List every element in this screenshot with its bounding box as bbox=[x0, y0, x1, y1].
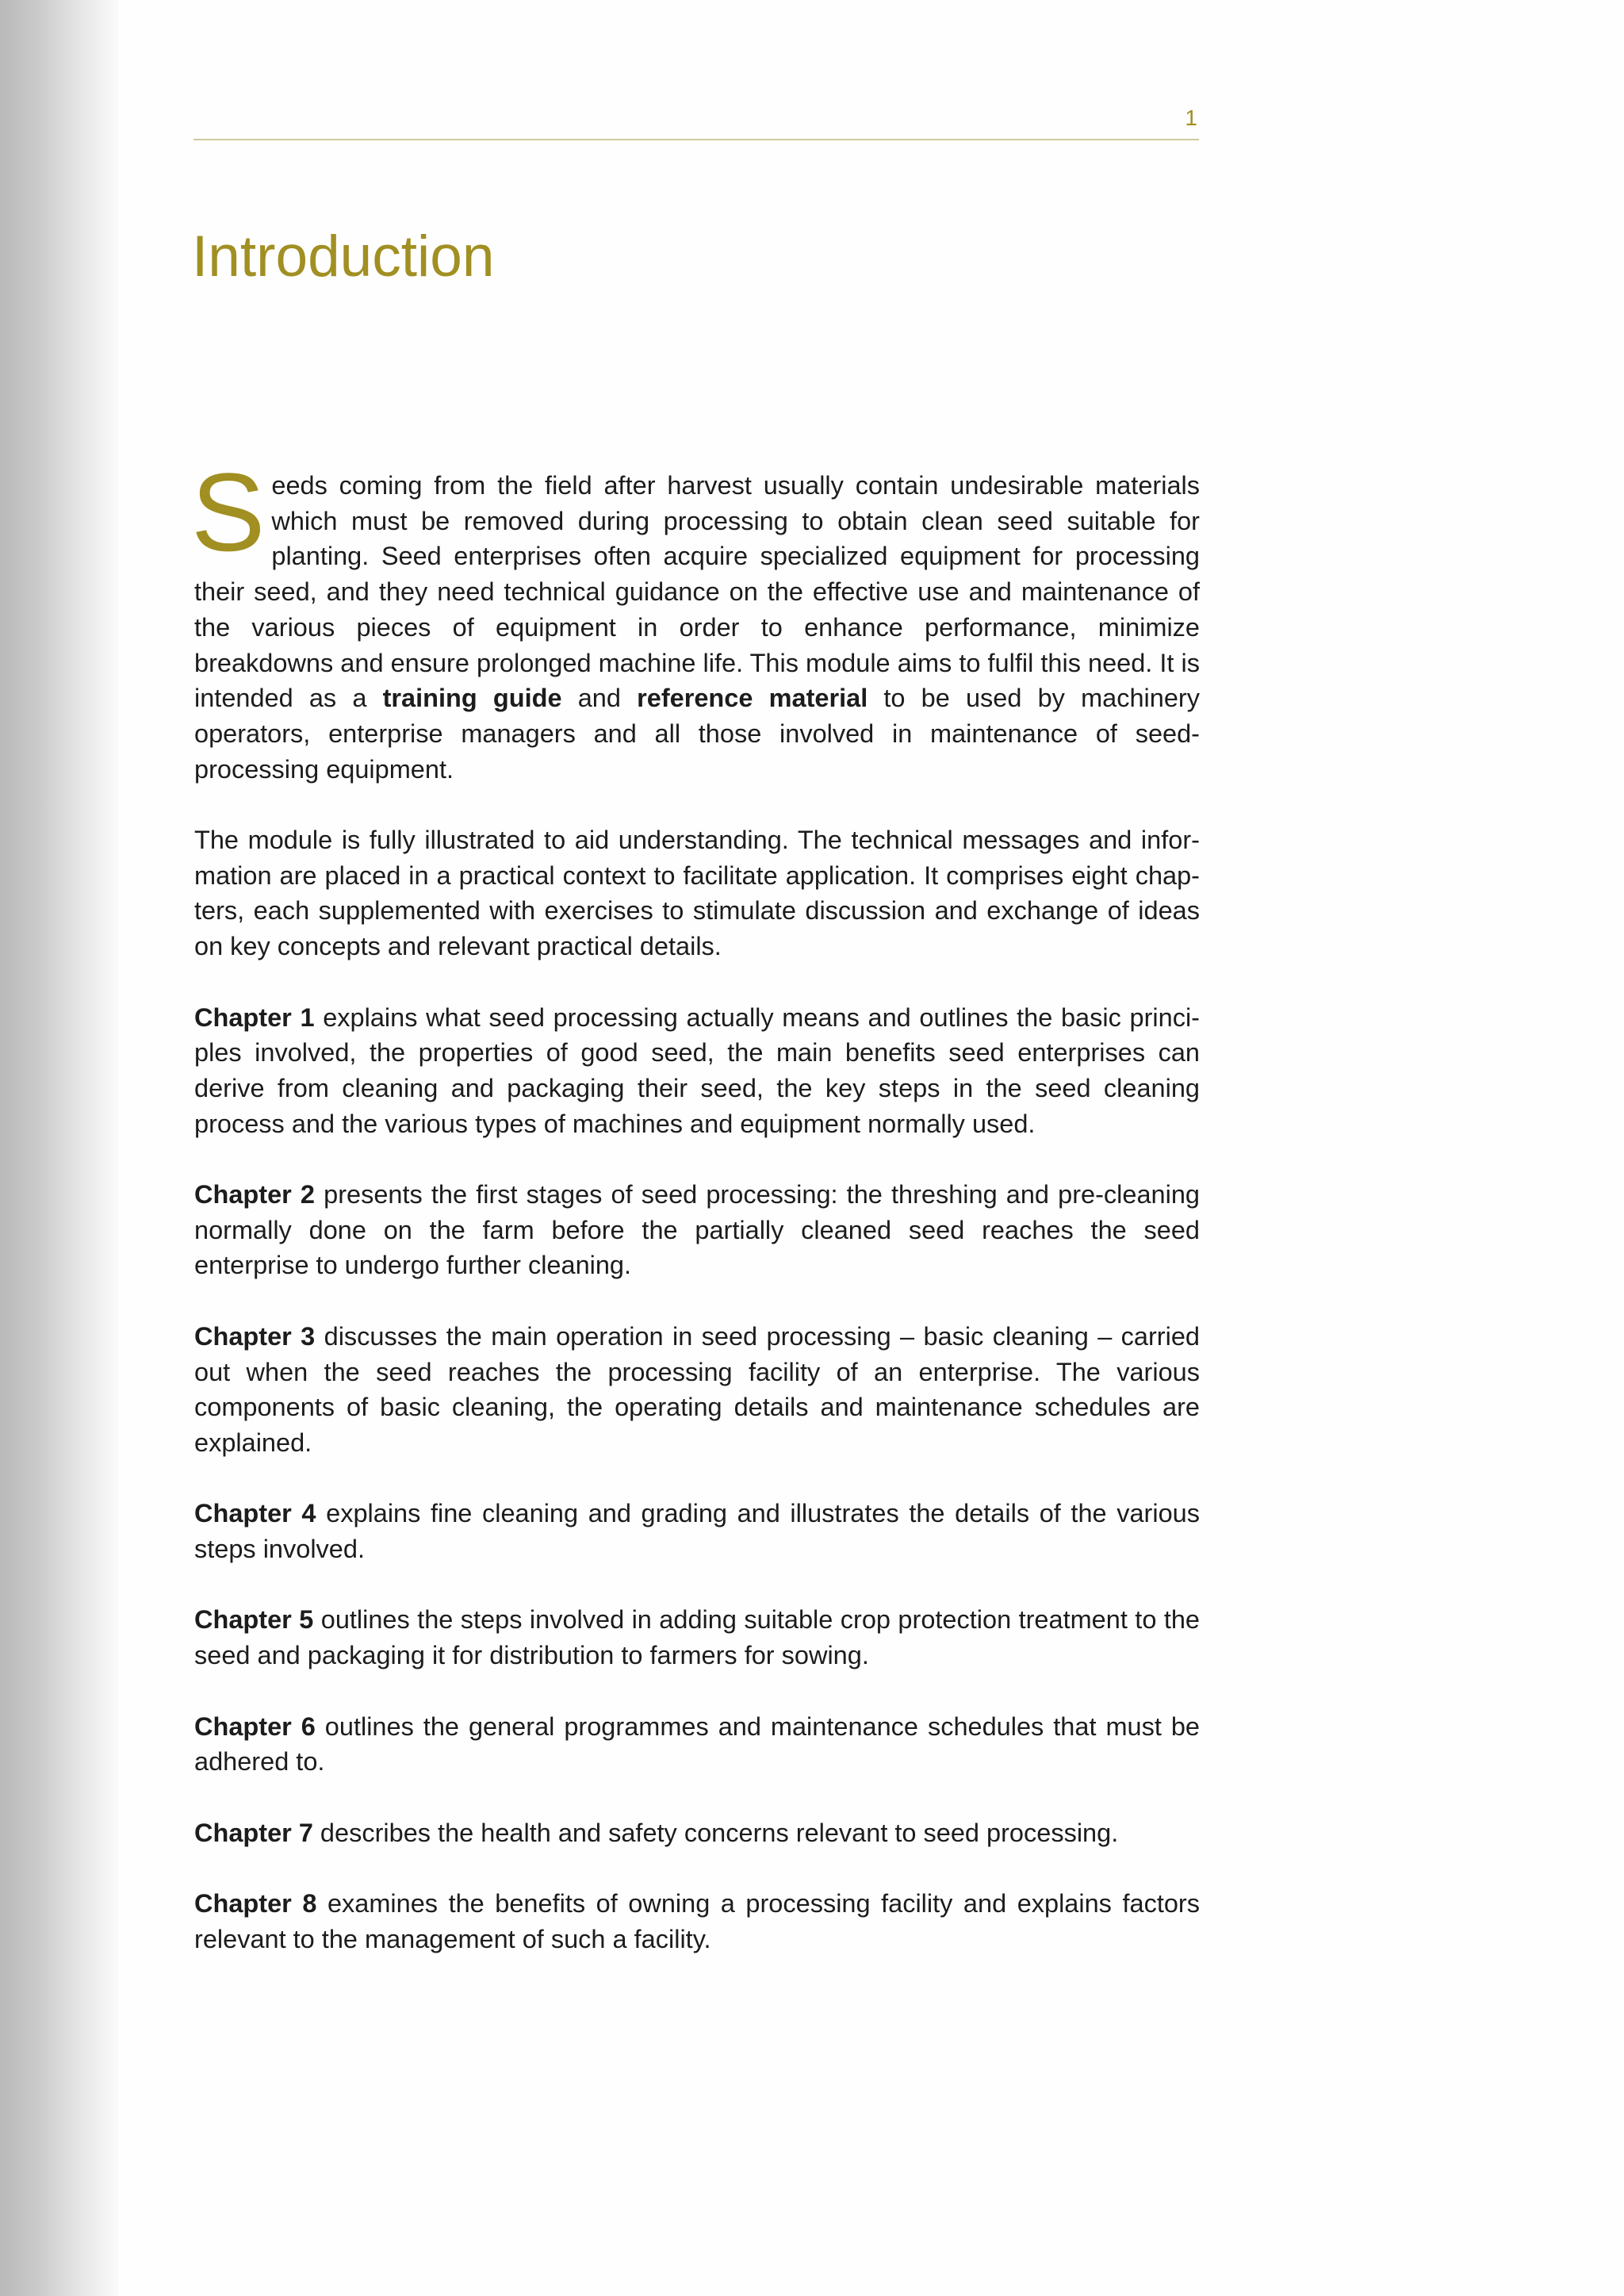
intro-bold-reference-material: reference material bbox=[637, 684, 868, 713]
chapter-1-label: Chapter 1 bbox=[194, 1002, 315, 1032]
chapter-4-text: explains fine cleaning and grading and illustrates the details of the various steps involved. bbox=[194, 1499, 1200, 1564]
drop-cap: S bbox=[191, 450, 266, 574]
chapter-1-text: explains what seed processing actually means and outlines the basic principles involved, the properties of good seed, the main benefits seed enterprises can derive from cleaning and packaging their seed, the key steps in the seed cleaning process and the various types of machines and equipment normally used. bbox=[194, 1002, 1200, 1138]
binding-gutter-shadow bbox=[0, 0, 119, 2296]
chapter-7-paragraph bbox=[194, 1815, 1200, 1851]
chapter-2-paragraph bbox=[194, 1177, 1200, 1283]
chapter-4-paragraph bbox=[194, 1496, 1200, 1566]
chapter-6-label: Chapter 6 bbox=[194, 1711, 316, 1741]
intro-bold-training-guide: training guide bbox=[382, 684, 562, 713]
chapter-5-label: Chapter 5 bbox=[194, 1605, 314, 1635]
body-text bbox=[191, 450, 1201, 1992]
chapter-8-paragraph bbox=[194, 1886, 1200, 1957]
page-number: 1 bbox=[1185, 105, 1197, 130]
header-rule bbox=[193, 139, 1199, 140]
chapter-1-paragraph bbox=[194, 1000, 1200, 1142]
chapter-6-text: outlines the general programmes and maintenance schedules that must be adhered to. bbox=[194, 1711, 1200, 1777]
chapter-7-label: Chapter 7 bbox=[194, 1818, 313, 1847]
intro-text-3: to be used by machinery operators, enterprise managers and all those involved in maintenance of seed-processing equipment. bbox=[194, 684, 1200, 784]
chapter-5-paragraph bbox=[194, 1602, 1200, 1673]
intro-paragraph bbox=[191, 450, 1200, 787]
intro-text-1: eeds coming from the field after harvest usually contain undesirable materials which must be removed during processing to obtain clean seed suitable for planting. Seed enterprises often acquire specialized equipment for processing their seed, and they need technical guidance on the effective use and maintenance of the various pieces of equipment in order to enhance performance, minimize breakdowns and ensure prolonged machine life. This module aims to fulfil this need. It is intended as a bbox=[194, 471, 1200, 713]
intro-text-2: and bbox=[561, 684, 638, 713]
page-title: Introduction bbox=[192, 224, 495, 289]
chapter-5-text: outlines the steps involved in adding suitable crop protection treatment to the seed and packaging it for distribution to farmers for sowing. bbox=[194, 1605, 1201, 1670]
chapter-6-paragraph bbox=[194, 1709, 1200, 1780]
chapter-3-paragraph bbox=[194, 1319, 1200, 1461]
chapter-4-label: Chapter 4 bbox=[194, 1499, 316, 1528]
chapter-8-text: examines the benefits of owning a processing facility and explains factors relevant to the management of such a facility. bbox=[194, 1888, 1200, 1953]
module-paragraph: The module is fully illustrated to aid understanding. The technical messages and information are placed in a practical context to facilitate application. It comprises eight chapters, each supplemented with exercises to stimulate discussion and exchange of ideas on key concepts and relevant practical details. bbox=[194, 826, 1200, 961]
chapter-7-text: describes the health and safety concerns relevant to seed processing. bbox=[312, 1818, 1119, 1847]
chapter-2-text: presents the first stages of seed processing: the threshing and pre-cleaning normally done on the farm before the partially cleaned seed reaches the seed enterprise to undergo further cleaning. bbox=[194, 1180, 1200, 1280]
chapter-8-label: Chapter 8 bbox=[194, 1888, 317, 1918]
chapter-3-text: discusses the main operation in seed processing – basic cleaning – carried out when the seed reaches the processing facility of an enterprise. The various components of basic cleaning, the operating details and maintenance schedules are explained. bbox=[194, 1321, 1200, 1457]
chapter-3-label: Chapter 3 bbox=[194, 1321, 316, 1351]
chapter-2-label: Chapter 2 bbox=[194, 1180, 315, 1209]
